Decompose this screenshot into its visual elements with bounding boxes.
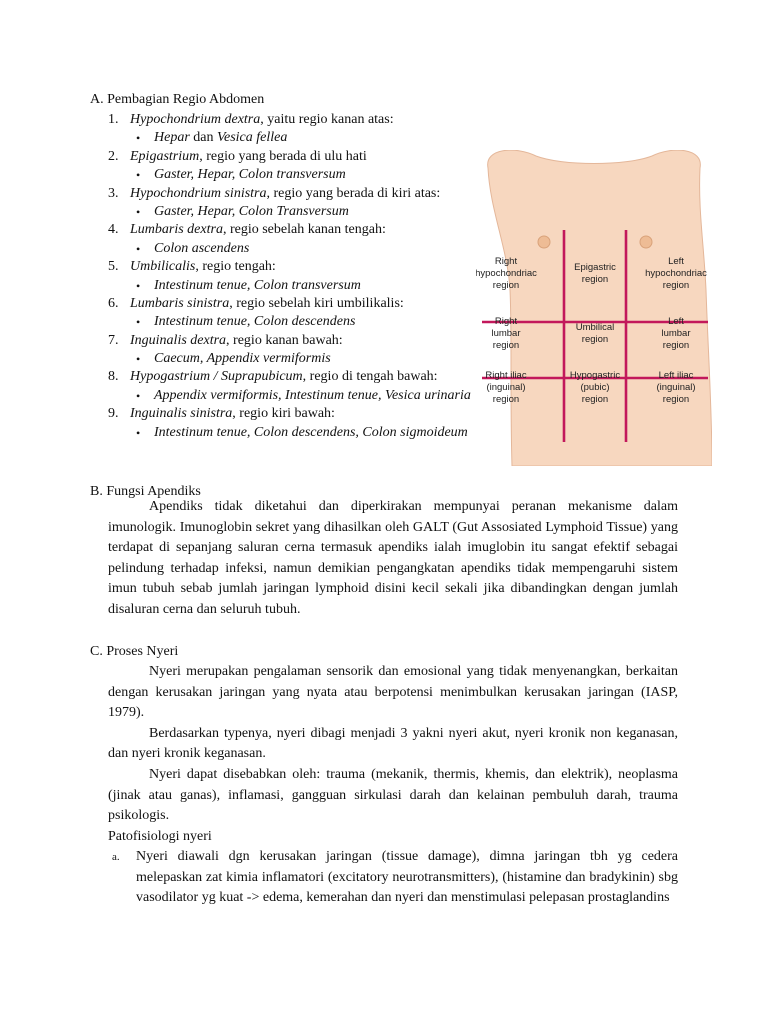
regio-item xyxy=(108,295,508,313)
regio-description: , regio sebelah kiri umbilikalis: xyxy=(229,295,404,311)
regio-item xyxy=(108,405,508,423)
regio-name: Hypochondrium sinistra xyxy=(130,185,267,201)
patofisiologi-list xyxy=(112,847,678,909)
region-label: Right iliac (inguinal) region xyxy=(485,370,527,405)
region-label: Left lumbar region xyxy=(661,316,691,351)
section-c-heading: C. Proses Nyeri xyxy=(90,644,179,659)
regio-description: , regio kiri bawah: xyxy=(232,406,335,422)
item-text: Nyeri diawali dgn kerusakan jaringan (tissue damage), dimna jaringan tbh yg cedera melepaskan zat kimia inflamatori (excitatory neurotransmitters), (histamine dan bradykinin) sbg vasodilator yg kuat -> edema, kemerahan dan nyeri dan menstimulasi pelepasan prostaglandins xyxy=(136,849,678,906)
regio-name: Epigastrium xyxy=(130,148,200,164)
bullet-icon: • xyxy=(136,204,141,219)
organ-bullet xyxy=(108,166,508,184)
regio-name: Inguinalis dextra xyxy=(130,332,227,348)
organ-list: Hepar dan Vesica fellea xyxy=(154,130,288,146)
organ-bullet xyxy=(108,350,508,368)
bullet-icon: • xyxy=(136,241,141,256)
section-c-body xyxy=(108,662,678,847)
organ-list: Appendix vermiformis, Intestinum tenue, Vesica urinaria xyxy=(154,387,471,403)
bullet-icon: • xyxy=(136,425,141,440)
regio-name: Hypogastrium / Suprapubicum xyxy=(130,369,303,385)
region-label: Epigastric region xyxy=(574,262,616,285)
organ-list: Gaster, Hepar, Colon Transversum xyxy=(154,203,349,219)
abdomen-diagram xyxy=(476,150,712,466)
organ-bullet xyxy=(108,387,508,405)
item-number: 1. xyxy=(108,112,119,127)
regio-name: Lumbaris dextra xyxy=(130,222,223,238)
regio-item xyxy=(108,111,508,129)
regio-description: , regio di tengah bawah: xyxy=(302,369,438,385)
regio-name: Umbilicalis xyxy=(130,259,196,275)
abdomen-regions-figure xyxy=(476,150,712,466)
bullet-icon: • xyxy=(136,388,141,403)
region-label: Left hypochondriac region xyxy=(645,256,707,291)
section-b-heading: B. Fungsi Apendiks xyxy=(90,484,201,499)
organ-bullet xyxy=(108,203,508,221)
regio-description: , regio yang berada di ulu hati xyxy=(199,148,367,164)
item-number: 6. xyxy=(108,295,119,311)
regio-item xyxy=(108,148,508,166)
organ-list: Gaster, Hepar, Colon transversum xyxy=(154,167,346,183)
section-c-paragraph-2: Berdasarkan typenya, nyeri dibagi menjadi 3 yakni nyeri akut, nyeri kronik non keganasan, dan nyeri kronik keganasan. xyxy=(108,725,678,762)
patofisiologi-item xyxy=(112,847,678,909)
item-number: 5. xyxy=(108,259,119,275)
section-c-paragraph-1: Nyeri merupakan pengalaman sensorik dan emosional yang tidak menyenangkan, berkaitan dengan kerusakan jaringan yang nyata atau berpotensi menimbulkan kerusakan jaringan (IASP, 1979). xyxy=(108,664,678,721)
regio-item xyxy=(108,368,508,386)
regio-item xyxy=(108,332,508,350)
item-number: 3. xyxy=(108,185,119,201)
regio-name: Inguinalis sinistra xyxy=(130,406,233,422)
item-number: 8. xyxy=(108,369,119,385)
organ-list: Intestinum tenue, Colon descendens, Colon sigmoideum xyxy=(154,424,468,440)
section-b-body xyxy=(108,497,678,621)
region-label: Left iliac (inguinal) region xyxy=(656,370,696,405)
organ-bullet xyxy=(108,313,508,331)
regio-description: , regio tengah: xyxy=(195,259,276,275)
torso-shape xyxy=(488,150,712,466)
bullet-icon: • xyxy=(136,352,141,367)
regio-item xyxy=(108,185,508,203)
regio-name: Lumbaris sinistra xyxy=(130,295,230,311)
item-number: 4. xyxy=(108,222,119,238)
regio-description: , regio sebelah kanan tengah: xyxy=(222,222,386,238)
region-label: Right lumbar region xyxy=(491,316,521,351)
regio-description: , regio yang berada di kiri atas: xyxy=(266,185,441,201)
section-c-subheading: Patofisiologi nyeri xyxy=(108,828,212,844)
regio-name: Hypochondrium dextra xyxy=(130,112,261,127)
organ-bullet xyxy=(108,424,508,442)
regio-item xyxy=(108,221,508,239)
organ-list: Colon ascendens xyxy=(154,240,250,256)
region-label: Hypogastric (pubic) region xyxy=(569,370,621,405)
region-label: Right hypochondriac region xyxy=(476,256,537,291)
bullet-icon: • xyxy=(136,131,141,146)
bullet-icon: • xyxy=(136,278,141,293)
regio-item xyxy=(108,258,508,276)
bullet-icon: • xyxy=(136,168,141,183)
regio-list xyxy=(108,111,508,442)
bullet-icon: • xyxy=(136,315,141,330)
section-b-paragraph: Apendiks tidak diketahui dan diperkirakan mempunyai peranan mekanisme dalam imunologik. Imunoglobin sekret yang dihasilkan oleh GALT (Gut Assosiated Lymphoid Tissue) yang terdapat di sepanjang saluran cerna termasuk apendiks ialah imuglobin itu sangat efektif sebagai pelindung terhadap infeksi, namun demikian pengangkatan apendiks tidak mempengaruhi sistem imun tubuh sebab jumlah jaringan lymphoid disini kecil sekali jika dibandingkan dengan jumlah disaluran cerna dan seluruh tubuh. xyxy=(108,499,678,617)
item-number: 7. xyxy=(108,332,119,348)
region-label: Umbilical region xyxy=(575,322,615,345)
regio-description: , regio kanan bawah: xyxy=(226,332,343,348)
organ-bullet xyxy=(108,240,508,258)
organ-list: Caecum, Appendix vermiformis xyxy=(154,351,331,367)
organ-list: Intestinum tenue, Colon transversum xyxy=(154,277,361,293)
organ-list: Intestinum tenue, Colon descendens xyxy=(154,314,356,330)
section-c-paragraph-3: Nyeri dapat disebabkan oleh: trauma (mekanik, thermis, khemis, dan elektrik), neoplasma (jinak atau ganas), inflamasi, gangguan sirkulasi darah dan kelainan pembuluh darah, trauma psikologis. xyxy=(108,766,678,824)
item-number: 2. xyxy=(108,148,119,164)
organ-bullet xyxy=(108,277,508,295)
item-letter: a. xyxy=(112,851,120,863)
item-number: 9. xyxy=(108,406,119,422)
section-a-heading: A. Pembagian Regio Abdomen xyxy=(90,92,265,107)
organ-bullet xyxy=(108,129,508,147)
regio-description: , yaitu regio kanan atas: xyxy=(260,112,394,127)
